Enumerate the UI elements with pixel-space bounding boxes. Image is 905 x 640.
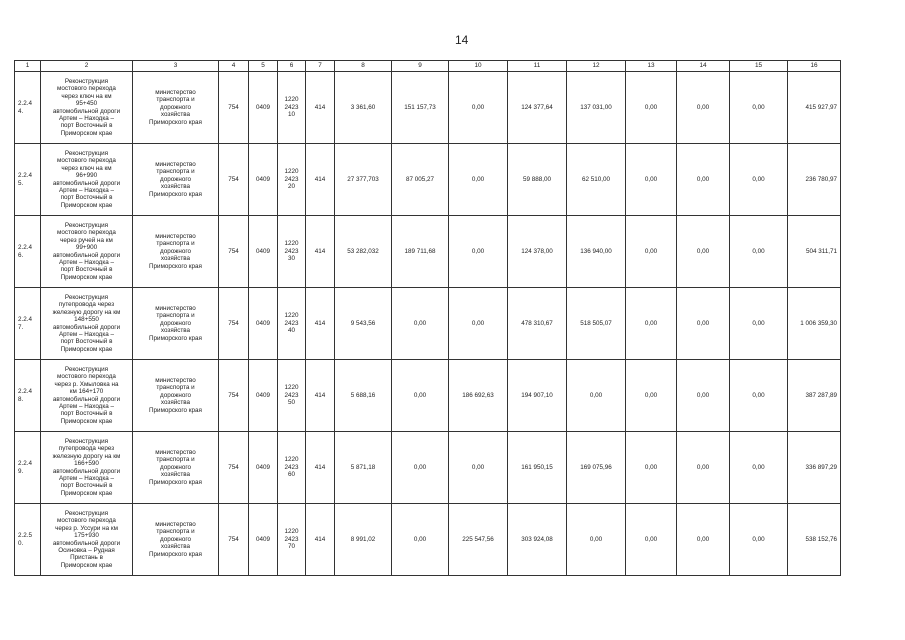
col-9-cell bbox=[392, 288, 449, 360]
col-7-cell bbox=[306, 504, 335, 576]
agency-cell bbox=[133, 432, 219, 504]
col-5-cell bbox=[249, 72, 278, 144]
col-14-cell bbox=[677, 216, 730, 288]
header-cell: 15 bbox=[730, 61, 788, 72]
col-8-text: 5 871,18 bbox=[350, 463, 376, 471]
col-13-text: 0,00 bbox=[644, 247, 658, 255]
col-9-cell bbox=[392, 144, 449, 216]
col-6-text: 1220 2423 10 bbox=[284, 96, 299, 119]
col-13-cell bbox=[626, 360, 677, 432]
object-name-cell bbox=[41, 360, 133, 432]
col-9-cell bbox=[392, 432, 449, 504]
col-4-text: 754 bbox=[228, 319, 239, 327]
col-13-cell bbox=[626, 72, 677, 144]
col-12-text: 0,00 bbox=[589, 391, 603, 399]
col-16-total-cell bbox=[788, 432, 841, 504]
col-14-text: 0,00 bbox=[696, 463, 710, 471]
col-7-cell bbox=[306, 360, 335, 432]
col-16-total-cell bbox=[788, 144, 841, 216]
col-4-cell bbox=[219, 360, 249, 432]
col-7-cell bbox=[306, 72, 335, 144]
col-14-cell bbox=[677, 504, 730, 576]
agency-text: министерство транспорта и дорожного хозяйства Приморского края bbox=[149, 232, 202, 270]
col-15-cell bbox=[730, 360, 788, 432]
col-12-text: 518 505,07 bbox=[580, 319, 612, 327]
col-7-text: 414 bbox=[314, 247, 326, 255]
col-14-cell bbox=[677, 360, 730, 432]
col-15-text: 0,00 bbox=[752, 103, 765, 111]
col-6-text: 1220 2423 30 bbox=[284, 240, 299, 263]
col-5-text: 0409 bbox=[255, 103, 270, 111]
table-row bbox=[15, 360, 841, 432]
object-name-text: Реконструкция путепровода через железную дорогу на км 166+590 автомобильной дороги Артем – Находка – порт Восточный в Приморском крае bbox=[52, 437, 121, 497]
col-12-text: 136 940,00 bbox=[580, 247, 612, 255]
item-code-text: 2.2.4 9. bbox=[18, 460, 33, 475]
col-11-text: 478 310,67 bbox=[521, 319, 553, 327]
col-12-cell bbox=[567, 144, 626, 216]
object-name-cell bbox=[41, 504, 133, 576]
col-14-text: 0,00 bbox=[696, 175, 710, 183]
col-5-text: 0409 bbox=[255, 463, 270, 471]
col-10-cell bbox=[449, 216, 508, 288]
header-cell: 2 bbox=[41, 61, 133, 72]
col-14-cell bbox=[677, 432, 730, 504]
agency-cell bbox=[133, 288, 219, 360]
object-name-cell bbox=[41, 216, 133, 288]
header-cell: 16 bbox=[788, 61, 841, 72]
col-7-cell bbox=[306, 432, 335, 504]
col-8-cell bbox=[335, 504, 392, 576]
agency-cell bbox=[133, 72, 219, 144]
col-5-cell bbox=[249, 216, 278, 288]
col-6-cell bbox=[278, 144, 306, 216]
col-11-cell bbox=[508, 504, 567, 576]
col-4-text: 754 bbox=[228, 463, 239, 471]
col-15-text: 0,00 bbox=[752, 535, 765, 543]
agency-cell bbox=[133, 504, 219, 576]
col-6-text: 1220 2423 70 bbox=[284, 528, 299, 551]
item-code-text: 2.2.4 8. bbox=[18, 388, 33, 403]
col-6-cell bbox=[278, 360, 306, 432]
header-cell: 14 bbox=[677, 61, 730, 72]
table-row bbox=[15, 504, 841, 576]
table-row bbox=[15, 432, 841, 504]
col-10-text: 0,00 bbox=[471, 175, 485, 183]
header-row bbox=[15, 61, 841, 72]
col-9-text: 189 711,68 bbox=[404, 247, 436, 255]
object-name-cell bbox=[41, 72, 133, 144]
col-11-cell bbox=[508, 432, 567, 504]
agency-cell bbox=[133, 144, 219, 216]
col-12-text: 169 075,96 bbox=[580, 463, 612, 471]
object-name-text: Реконструкция мостового перехода через ключ на км 95+450 автомобильной дороги Артем – Находка – порт Восточный в Приморском крае bbox=[52, 77, 121, 137]
col-13-cell bbox=[626, 432, 677, 504]
col-5-text: 0409 bbox=[255, 319, 270, 327]
col-12-cell bbox=[567, 72, 626, 144]
col-4-cell bbox=[219, 72, 249, 144]
col-8-text: 5 688,16 bbox=[350, 391, 376, 399]
col-16-total-text: 336 897,29 bbox=[805, 463, 837, 471]
col-5-text: 0409 bbox=[255, 175, 270, 183]
col-15-cell bbox=[730, 504, 788, 576]
col-12-text: 137 031,00 bbox=[580, 103, 612, 111]
col-13-text: 0,00 bbox=[644, 319, 658, 327]
agency-cell bbox=[133, 216, 219, 288]
col-7-text: 414 bbox=[314, 175, 326, 183]
col-9-text: 151 157,73 bbox=[404, 103, 436, 111]
col-16-total-text: 1 006 359,30 bbox=[800, 319, 837, 327]
header-cell: 11 bbox=[508, 61, 567, 72]
agency-text: министерство транспорта и дорожного хозяйства Приморского края bbox=[149, 160, 202, 198]
col-7-text: 414 bbox=[314, 463, 326, 471]
col-16-total-cell bbox=[788, 216, 841, 288]
col-4-text: 754 bbox=[228, 103, 239, 111]
col-10-text: 0,00 bbox=[471, 103, 485, 111]
col-4-text: 754 bbox=[228, 391, 239, 399]
table-row bbox=[15, 288, 841, 360]
col-8-cell bbox=[335, 432, 392, 504]
col-11-text: 161 950,15 bbox=[521, 463, 553, 471]
object-name-text: Реконструкция мостового перехода через ручей на км 99+900 автомобильной дороги Артем – Находка – порт Восточный в Приморском крае bbox=[52, 221, 121, 281]
item-code-text: 2.2.4 6. bbox=[18, 244, 33, 259]
col-14-text: 0,00 bbox=[696, 319, 710, 327]
col-16-total-cell bbox=[788, 360, 841, 432]
col-15-text: 0,00 bbox=[752, 175, 765, 183]
item-code-cell bbox=[15, 216, 41, 288]
header-cell: 4 bbox=[219, 61, 249, 72]
col-9-text: 87 005,27 bbox=[405, 175, 434, 183]
col-8-cell bbox=[335, 216, 392, 288]
col-10-cell bbox=[449, 432, 508, 504]
item-code-text: 2.2.4 4. bbox=[18, 100, 33, 115]
col-4-cell bbox=[219, 288, 249, 360]
header-cell: 9 bbox=[392, 61, 449, 72]
col-11-cell bbox=[508, 144, 567, 216]
col-6-text: 1220 2423 20 bbox=[284, 168, 299, 191]
item-code-text: 2.2.4 5. bbox=[18, 172, 33, 187]
col-5-cell bbox=[249, 144, 278, 216]
col-13-text: 0,00 bbox=[644, 103, 658, 111]
col-8-cell bbox=[335, 72, 392, 144]
col-9-text: 0,00 bbox=[413, 535, 427, 543]
col-8-text: 3 361,60 bbox=[350, 103, 376, 111]
col-16-total-cell bbox=[788, 288, 841, 360]
col-6-text: 1220 2423 50 bbox=[284, 384, 299, 407]
col-12-text: 62 510,00 bbox=[581, 175, 610, 183]
col-16-total-cell bbox=[788, 72, 841, 144]
col-15-cell bbox=[730, 288, 788, 360]
col-6-text: 1220 2423 40 bbox=[284, 312, 299, 335]
col-15-cell bbox=[730, 432, 788, 504]
col-9-text: 0,00 bbox=[413, 391, 427, 399]
object-name-cell bbox=[41, 144, 133, 216]
header-cell: 13 bbox=[626, 61, 677, 72]
agency-text: министерство транспорта и дорожного хозяйства Приморского края bbox=[149, 304, 202, 342]
item-code-cell bbox=[15, 288, 41, 360]
col-13-cell bbox=[626, 504, 677, 576]
col-13-text: 0,00 bbox=[644, 391, 658, 399]
header-cell: 7 bbox=[306, 61, 335, 72]
col-15-text: 0,00 bbox=[752, 463, 765, 471]
col-11-text: 124 378,00 bbox=[521, 247, 553, 255]
object-name-cell bbox=[41, 432, 133, 504]
col-5-text: 0409 bbox=[255, 391, 270, 399]
col-11-cell bbox=[508, 288, 567, 360]
budget-table bbox=[14, 60, 841, 576]
header-cell: 12 bbox=[567, 61, 626, 72]
object-name-text: Реконструкция мостового перехода через р. Уссури на км 175+930 автомобильной дороги Осиновка – Рудная Пристань в Приморском крае bbox=[52, 509, 121, 569]
col-4-cell bbox=[219, 216, 249, 288]
col-13-text: 0,00 bbox=[644, 175, 658, 183]
col-5-cell bbox=[249, 288, 278, 360]
col-16-total-text: 504 311,71 bbox=[805, 247, 837, 255]
col-16-total-text: 538 152,76 bbox=[805, 535, 837, 543]
agency-text: министерство транспорта и дорожного хозяйства Приморского края bbox=[149, 448, 202, 486]
item-code-cell bbox=[15, 360, 41, 432]
agency-text: министерство транспорта и дорожного хозяйства Приморского края bbox=[149, 88, 202, 126]
col-11-text: 59 888,00 bbox=[522, 175, 551, 183]
col-11-text: 124 377,64 bbox=[521, 103, 553, 111]
item-code-text: 2.2.5 0. bbox=[18, 532, 33, 547]
agency-cell bbox=[133, 360, 219, 432]
col-7-text: 414 bbox=[314, 319, 326, 327]
col-11-text: 194 907,10 bbox=[521, 391, 553, 399]
item-code-text: 2.2.4 7. bbox=[18, 316, 33, 331]
col-11-text: 303 924,08 bbox=[521, 535, 553, 543]
col-8-cell bbox=[335, 144, 392, 216]
col-4-text: 754 bbox=[228, 247, 239, 255]
table-row bbox=[15, 72, 841, 144]
col-10-text: 0,00 bbox=[471, 319, 485, 327]
col-11-cell bbox=[508, 216, 567, 288]
col-15-text: 0,00 bbox=[752, 391, 765, 399]
col-14-text: 0,00 bbox=[696, 247, 710, 255]
col-16-total-text: 415 927,97 bbox=[805, 103, 837, 111]
col-9-cell bbox=[392, 72, 449, 144]
col-10-cell bbox=[449, 72, 508, 144]
col-16-total-text: 236 780,97 bbox=[805, 175, 837, 183]
col-7-text: 414 bbox=[314, 391, 326, 399]
col-4-cell bbox=[219, 144, 249, 216]
col-7-text: 414 bbox=[314, 535, 326, 543]
header-cell: 5 bbox=[249, 61, 278, 72]
col-6-cell bbox=[278, 504, 306, 576]
col-7-cell bbox=[306, 144, 335, 216]
item-code-cell bbox=[15, 504, 41, 576]
col-10-cell bbox=[449, 504, 508, 576]
col-4-cell bbox=[219, 432, 249, 504]
object-name-text: Реконструкция путепровода через железную дорогу на км 148+550 автомобильной дороги Артем – Находка – порт Восточный в Приморском крае bbox=[52, 293, 121, 353]
col-13-text: 0,00 bbox=[644, 535, 658, 543]
col-10-text: 0,00 bbox=[471, 463, 485, 471]
object-name-text: Реконструкция мостового перехода через ключ на км 96+990 автомобильной дороги Артем – Находка – порт Восточный в Приморском крае bbox=[52, 149, 121, 209]
table-row bbox=[15, 216, 841, 288]
col-6-cell bbox=[278, 216, 306, 288]
col-8-text: 27 377,703 bbox=[347, 175, 379, 183]
col-14-text: 0,00 bbox=[696, 391, 710, 399]
col-14-text: 0,00 bbox=[696, 535, 710, 543]
col-9-cell bbox=[392, 360, 449, 432]
header-cell: 3 bbox=[133, 61, 219, 72]
col-14-cell bbox=[677, 288, 730, 360]
col-14-cell bbox=[677, 144, 730, 216]
object-name-cell bbox=[41, 288, 133, 360]
col-9-text: 0,00 bbox=[413, 463, 427, 471]
col-15-cell bbox=[730, 216, 788, 288]
item-code-cell bbox=[15, 432, 41, 504]
col-9-cell bbox=[392, 504, 449, 576]
col-5-cell bbox=[249, 432, 278, 504]
col-12-cell bbox=[567, 360, 626, 432]
col-5-text: 0409 bbox=[255, 535, 270, 543]
col-8-cell bbox=[335, 360, 392, 432]
col-4-text: 754 bbox=[228, 175, 239, 183]
col-6-cell bbox=[278, 432, 306, 504]
object-name-text: Реконструкция мостового перехода через р. Хмыловка на км 164+170 автомобильной дороги Артем – Находка – порт Восточный в Приморском крае bbox=[52, 365, 121, 425]
col-12-cell bbox=[567, 504, 626, 576]
col-4-cell bbox=[219, 504, 249, 576]
col-13-cell bbox=[626, 144, 677, 216]
col-11-cell bbox=[508, 72, 567, 144]
col-12-cell bbox=[567, 216, 626, 288]
col-12-cell bbox=[567, 432, 626, 504]
agency-text: министерство транспорта и дорожного хозяйства Приморского края bbox=[149, 376, 202, 414]
item-code-cell bbox=[15, 144, 41, 216]
col-10-cell bbox=[449, 288, 508, 360]
header-cell: 6 bbox=[278, 61, 306, 72]
col-6-cell bbox=[278, 72, 306, 144]
col-8-text: 8 991,02 bbox=[350, 535, 376, 543]
col-7-cell bbox=[306, 216, 335, 288]
header-cell: 8 bbox=[335, 61, 392, 72]
col-12-text: 0,00 bbox=[589, 535, 603, 543]
col-8-text: 9 543,56 bbox=[350, 319, 376, 327]
col-16-total-text: 387 287,89 bbox=[805, 391, 837, 399]
col-6-cell bbox=[278, 288, 306, 360]
col-5-cell bbox=[249, 504, 278, 576]
col-11-cell bbox=[508, 360, 567, 432]
col-15-cell bbox=[730, 144, 788, 216]
agency-text: министерство транспорта и дорожного хозяйства Приморского края bbox=[149, 520, 202, 558]
col-7-text: 414 bbox=[314, 103, 326, 111]
col-10-text: 186 692,63 bbox=[462, 391, 494, 399]
col-8-text: 53 282,032 bbox=[347, 247, 379, 255]
col-5-cell bbox=[249, 360, 278, 432]
table-row bbox=[15, 144, 841, 216]
col-10-cell bbox=[449, 144, 508, 216]
col-14-text: 0,00 bbox=[696, 103, 710, 111]
col-16-total-cell bbox=[788, 504, 841, 576]
col-14-cell bbox=[677, 72, 730, 144]
header-cell: 10 bbox=[449, 61, 508, 72]
col-15-text: 0,00 bbox=[752, 247, 765, 255]
col-7-cell bbox=[306, 288, 335, 360]
col-15-text: 0,00 bbox=[752, 319, 765, 327]
col-13-cell bbox=[626, 288, 677, 360]
page-number: 14 bbox=[455, 33, 469, 47]
col-10-cell bbox=[449, 360, 508, 432]
col-10-text: 225 547,56 bbox=[462, 535, 494, 543]
col-13-text: 0,00 bbox=[644, 463, 658, 471]
header-cell: 1 bbox=[15, 61, 41, 72]
col-4-text: 754 bbox=[228, 535, 239, 543]
col-12-cell bbox=[567, 288, 626, 360]
col-8-cell bbox=[335, 288, 392, 360]
col-5-text: 0409 bbox=[255, 247, 270, 255]
item-code-cell bbox=[15, 72, 41, 144]
col-15-cell bbox=[730, 72, 788, 144]
col-9-cell bbox=[392, 216, 449, 288]
col-9-text: 0,00 bbox=[413, 319, 427, 327]
col-10-text: 0,00 bbox=[471, 247, 485, 255]
col-6-text: 1220 2423 60 bbox=[284, 456, 299, 479]
col-13-cell bbox=[626, 216, 677, 288]
